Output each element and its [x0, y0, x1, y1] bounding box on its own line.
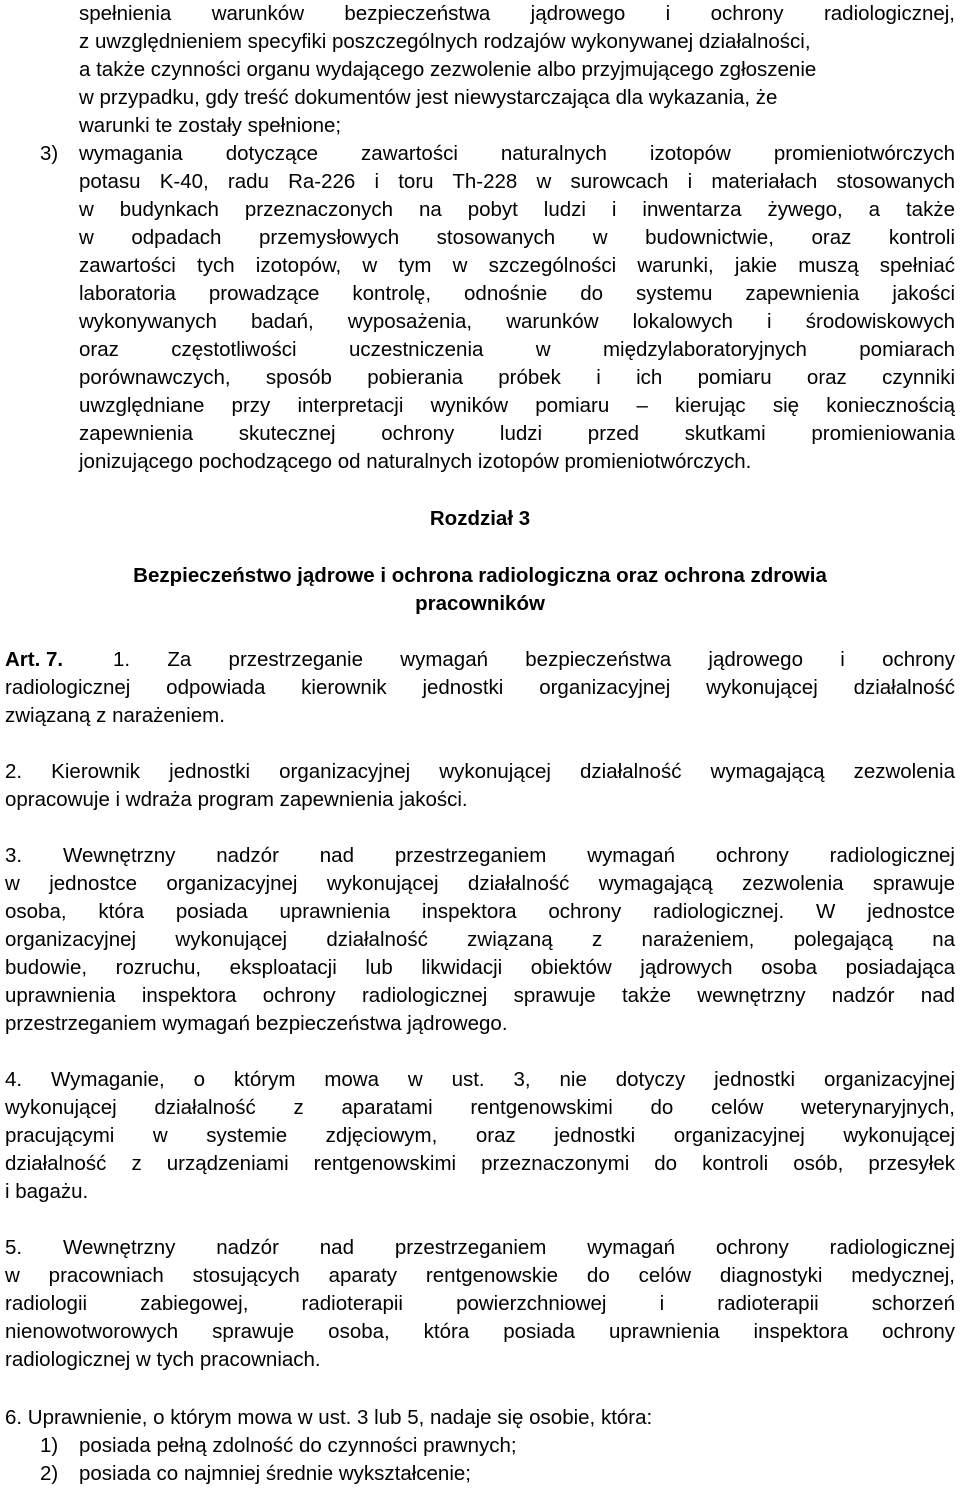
item-number: 3): [40, 142, 59, 165]
text-line: laboratoria prowadzące kontrolę, odnośnie do systemu zapewnienia jakości: [79, 282, 955, 305]
text-line: w przypadku, gdy treść dokumentów jest niewystarczająca dla wykazania, że: [79, 86, 778, 109]
text-line: 6. Uprawnienie, o którym mowa w ust. 3 lub 5, nadaje się osobie, która:: [5, 1406, 653, 1429]
text-line: i bagażu.: [5, 1180, 89, 1203]
text-line: wykonywanych badań, wyposażenia, warunków lokalowych i środowiskowych: [79, 310, 955, 333]
item-text: posiada co najmniej średnie wykształcenie;: [79, 1462, 471, 1485]
text-line: 3. Wewnętrzny nadzór nad przestrzeganiem wymagań ochrony radiologicznej: [5, 844, 955, 867]
text-line: radiologii zabiegowej, radioterapii powierzchniowej i radioterapii schorzeń: [5, 1292, 955, 1315]
text-line: porównawczych, sposób pobierania próbek i ich pomiaru oraz czynniki: [79, 366, 955, 389]
text-line: w pracowniach stosujących aparaty rentgenowskie do celów diagnostyki medycznej,: [5, 1264, 955, 1287]
item-number: 2): [40, 1462, 59, 1485]
text-line: radiologicznej w tych pracowniach.: [5, 1348, 321, 1371]
text-line: zapewnienia skutecznej ochrony ludzi przed skutkami promieniowania: [79, 422, 955, 445]
text-line: wymagania dotyczące zawartości naturalnych izotopów promieniotwórczych: [79, 142, 955, 165]
text-line: potasu K-40, radu Ra-226 i toru Th-228 w surowcach i materiałach stosowanych: [79, 170, 955, 193]
article-label: Art. 7.: [5, 648, 64, 671]
text-line: opracowuje i wdraża program zapewnienia jakości.: [5, 788, 468, 811]
text-line: związaną z narażeniem.: [5, 704, 225, 727]
chapter-subtitle: Bezpieczeństwo jądrowe i ochrona radiologiczna oraz ochrona zdrowia: [133, 564, 827, 587]
text-line: nienowotworowych sprawuje osoba, która posiada uprawnienia inspektora ochrony: [5, 1320, 955, 1343]
text-line: w jednostce organizacyjnej wykonującej działalność wymagającą zezwolenia sprawuje: [5, 872, 955, 895]
text-line: radiologicznej odpowiada kierownik jednostki organizacyjnej wykonującej działalność: [5, 676, 955, 699]
text-line: oraz częstotliwości uczestniczenia w międzylaboratoryjnych pomiarach: [79, 338, 955, 361]
text-line: uwzględniane przy interpretacji wyników pomiaru – kierując się koniecznością: [79, 394, 955, 417]
text-line: 1. Za przestrzeganie wymagań bezpieczeństwa jądrowego i ochrony: [113, 648, 955, 671]
text-line: pracującymi w systemie zdjęciowym, oraz jednostki organizacyjnej wykonującej: [5, 1124, 955, 1147]
text-line: zawartości tych izotopów, w tym w szczególności warunki, jakie muszą spełniać: [79, 254, 955, 277]
text-line: jonizującego pochodzącego od naturalnych izotopów promieniotwórczych.: [79, 450, 752, 473]
item-number: 1): [40, 1434, 59, 1457]
text-line: uprawnienia inspektora ochrony radiologicznej sprawuje także wewnętrzny nadzór nad: [5, 984, 955, 1007]
text-line: 2. Kierownik jednostki organizacyjnej wykonującej działalność wymagającą zezwolenia: [5, 760, 955, 783]
text-line: w odpadach przemysłowych stosowanych w budownictwie, oraz kontroli: [79, 226, 955, 249]
text-line: a także czynności organu wydającego zezwolenie albo przyjmującego zgłoszenie: [79, 58, 817, 81]
item-text: posiada pełną zdolność do czynności prawnych;: [79, 1434, 517, 1457]
text-line: z uwzględnieniem specyfiki poszczególnych rodzajów wykonywanej działalności,: [79, 30, 811, 53]
chapter-subtitle: pracowników: [415, 592, 545, 615]
text-line: budowie, rozruchu, eksploatacji lub likwidacji obiektów jądrowych osoba posiadająca: [5, 956, 955, 979]
text-line: organizacyjnej wykonującej działalność związaną z narażeniem, polegającą na: [5, 928, 955, 951]
text-line: działalność z urządzeniami rentgenowskimi przeznaczonymi do kontroli osób, przesyłek: [5, 1152, 955, 1175]
text-line: 4. Wymaganie, o którym mowa w ust. 3, nie dotyczy jednostki organizacyjnej: [5, 1068, 955, 1091]
text-line: w budynkach przeznaczonych na pobyt ludzi i inwentarza żywego, a także: [79, 198, 955, 221]
text-line: przestrzeganiem wymagań bezpieczeństwa jądrowego.: [5, 1012, 508, 1035]
text-line: 5. Wewnętrzny nadzór nad przestrzeganiem wymagań ochrony radiologicznej: [5, 1236, 955, 1259]
text-line: osoba, która posiada uprawnienia inspektora ochrony radiologicznej. W jednostce: [5, 900, 955, 923]
chapter-title: Rozdział 3: [429, 507, 531, 530]
text-line: spełnienia warunków bezpieczeństwa jądrowego i ochrony radiologicznej,: [79, 2, 955, 25]
text-line: wykonującej działalność z aparatami rentgenowskimi do celów weterynaryjnych,: [5, 1096, 955, 1119]
text-line: warunki te zostały spełnione;: [79, 114, 342, 137]
